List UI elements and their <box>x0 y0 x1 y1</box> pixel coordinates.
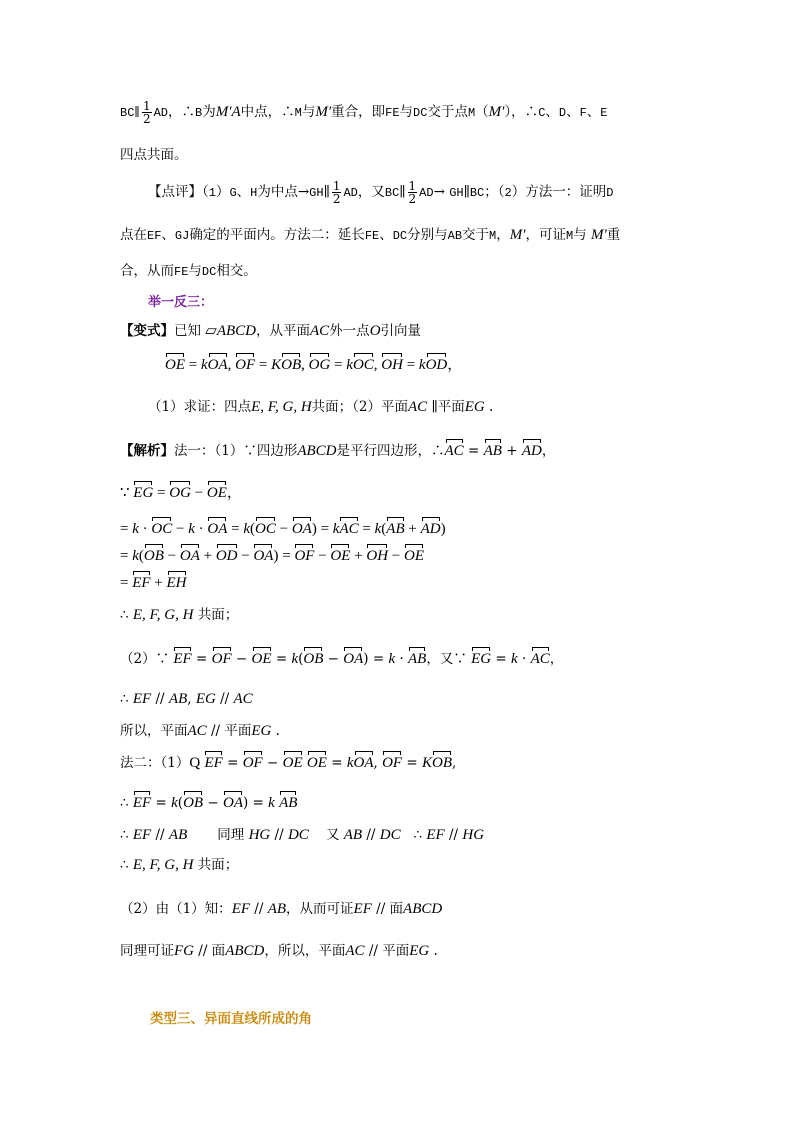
text-line-2: 四点共面。 <box>120 147 188 163</box>
solution-line-6: ∴ E, F, G, H 共面； <box>120 607 239 623</box>
solution-line-9: 所以，平面AC // 平面EG . <box>120 723 280 739</box>
method2-line-3: ∴ EF // AB 同理 HG // DC 又 AB // DC ∴ EF // HG <box>120 827 485 843</box>
question-line: （1）求证：四点E, F, G, H共面；（2）平面AC ∥平面EG . <box>148 399 494 415</box>
text-line-1: BC∥ $\frac{1}{2}$ AD，∴B为M′A中点，∴M与M′重合，即FE与DC交于点M（M′），∴C、D、F、E <box>120 99 608 126</box>
solution-line-5: = EF + EH <box>120 575 187 591</box>
variant-title: 【变式】已知 ▱ABCD，从平面AC外一点O引向量 <box>120 323 422 339</box>
section-heading: 举一反三： <box>148 295 214 310</box>
solution-line-4: = k(OB − OA + OD − OA) = OF − OE + OH − OE <box>120 548 425 564</box>
method2-line-2: ∴ EF = k(OB − OA) = k AB <box>120 795 298 811</box>
solution-line-3: = k · OC − k · OA = k(OC − OA) = kAC = k(AB + AD) <box>120 521 446 537</box>
method2-line-6: 同理可证FG // 面ABCD，所以，平面AC // 平面EG . <box>120 943 438 959</box>
solution-line-2: ∵ EG = OG − OE， <box>120 485 242 501</box>
comment-line-1: 【点评】（1）G、H为中点→GH∥ $\frac{1}{2}$ AD，又BC∥ $\frac{1}{2}$ AD→ GH∥BC；（2）方法一：证明D <box>148 179 614 206</box>
solution-line-8: ∴ EF // AB, EG // AC <box>120 691 253 707</box>
solution-line-7: （2）∵ EF = OF − OE = k(OB − OA) = k · AB，又∵ EG = k · AC， <box>120 651 564 667</box>
solution-line-1: 【解析】法一：（1）∵四边形ABCD是平行四边形，∴AC = AB + AD， <box>120 443 556 459</box>
comment-line-3: 合，从而FE与DC相交。 <box>120 263 257 279</box>
comment-line-2: 点在EF、GJ确定的平面内。方法二：延长FE、DC分别与AB交于M，M′，可证M与 M′重 <box>120 227 621 243</box>
method2-line-1: 法二：（1）Q EF = OF − OE OE = kOA, OF = KOB, <box>120 755 457 771</box>
method2-line-4: ∴ E, F, G, H 共面； <box>120 857 239 873</box>
vector-definitions: OE = kOA, OF = KOB, OG = kOC, OH = kOD， <box>165 357 463 373</box>
type-three-heading: 类型三、异面直线所成的角 <box>150 1011 312 1027</box>
method2-line-5: （2）由（1）知：EF // AB，从而可证EF // 面ABCD <box>120 901 443 917</box>
